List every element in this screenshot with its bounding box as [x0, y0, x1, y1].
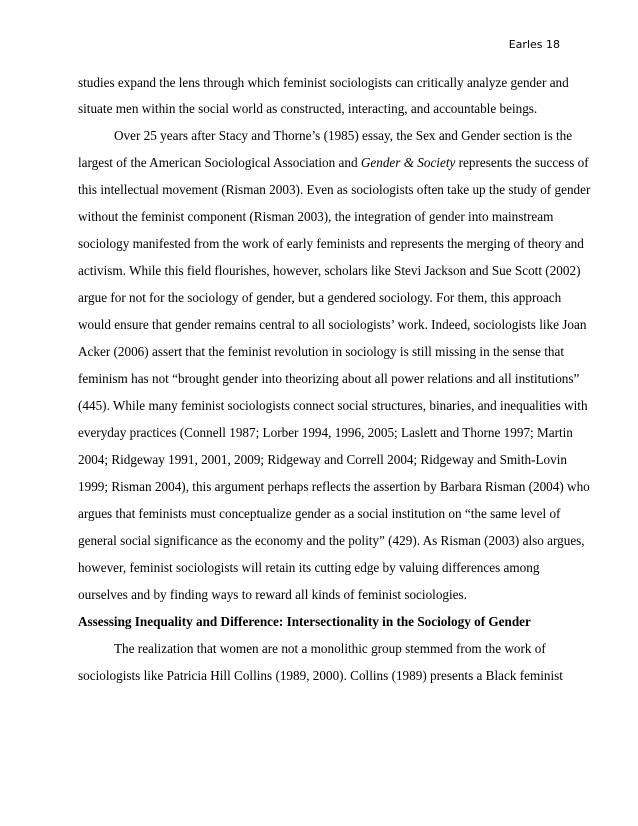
body-line: general social significance as the economy and the polity” (429). As Risman (2003) also argues, — [78, 533, 585, 548]
body-line: however, feminist sociologists will retain its cutting edge by valuing differences among — [78, 560, 540, 575]
body-line: everyday practices (Connell 1987; Lorber 1994, 1996, 2005; Laslett and Thorne 1997; Martin — [78, 425, 573, 440]
body-line: (445). While many feminist sociologists connect social structures, binaries, and inequalities with — [78, 398, 588, 413]
body-line: situate men within the social world as constructed, interacting, and accountable beings. — [78, 101, 538, 116]
body-line: feminism has not “brought gender into theorizing about all power relations and all institutions” — [78, 371, 580, 386]
paragraph-start-line: Over 25 years after Stacy and Thorne’s (1985) essay, the Sex and Gender section is the — [114, 128, 573, 143]
body-text: largest of the American Sociological Association and — [78, 155, 361, 170]
body-line: argue for not for the sociology of gender, but a gendered sociology. For them, this approach — [78, 290, 562, 305]
body-line: studies expand the lens through which feminist sociologists can critically analyze gender and — [78, 75, 569, 90]
body-line: activism. While this field flourishes, however, scholars like Stevi Jackson and Sue Scott (2002) — [78, 263, 581, 278]
body-line: ourselves and by finding ways to reward all kinds of feminist sociologies. — [78, 587, 467, 602]
section-heading: Assessing Inequality and Difference: Intersectionality in the Sociology of Gender — [78, 614, 531, 629]
body-line: 1999; Risman 2004), this argument perhaps reflects the assertion by Barbara Risman (2004) who — [78, 479, 590, 494]
body-line: would ensure that gender remains central to all sociologists’ work. Indeed, sociologists like Joan — [78, 317, 587, 332]
body-line: without the feminist component (Risman 2003), the integration of gender into mainstream — [78, 209, 554, 224]
body-line — [78, 155, 589, 171]
running-head: Earles 18 — [508, 38, 560, 51]
body-line: Acker (2006) assert that the feminist revolution in sociology is still missing in the sense that — [78, 344, 565, 359]
paragraph-start-line: The realization that women are not a monolithic group stemmed from the work of — [114, 641, 546, 656]
body-line: sociologists like Patricia Hill Collins (1989, 2000). Collins (1989) presents a Black feminist — [78, 668, 563, 683]
body-line: this intellectual movement (Risman 2003). Even as sociologists often take up the study of gender — [78, 182, 591, 197]
body-text: represents the success of — [455, 155, 589, 170]
journal-title: Gender & Society — [360, 155, 456, 170]
body-line: argues that feminists must conceptualize gender as a social institution on “the same level of — [78, 506, 561, 521]
body-line: sociology manifested from the work of early feminists and represents the merging of theory and — [78, 236, 584, 251]
body-line: 2004; Ridgeway 1991, 2001, 2009; Ridgeway and Correll 2004; Ridgeway and Smith-Lovin — [78, 452, 567, 467]
